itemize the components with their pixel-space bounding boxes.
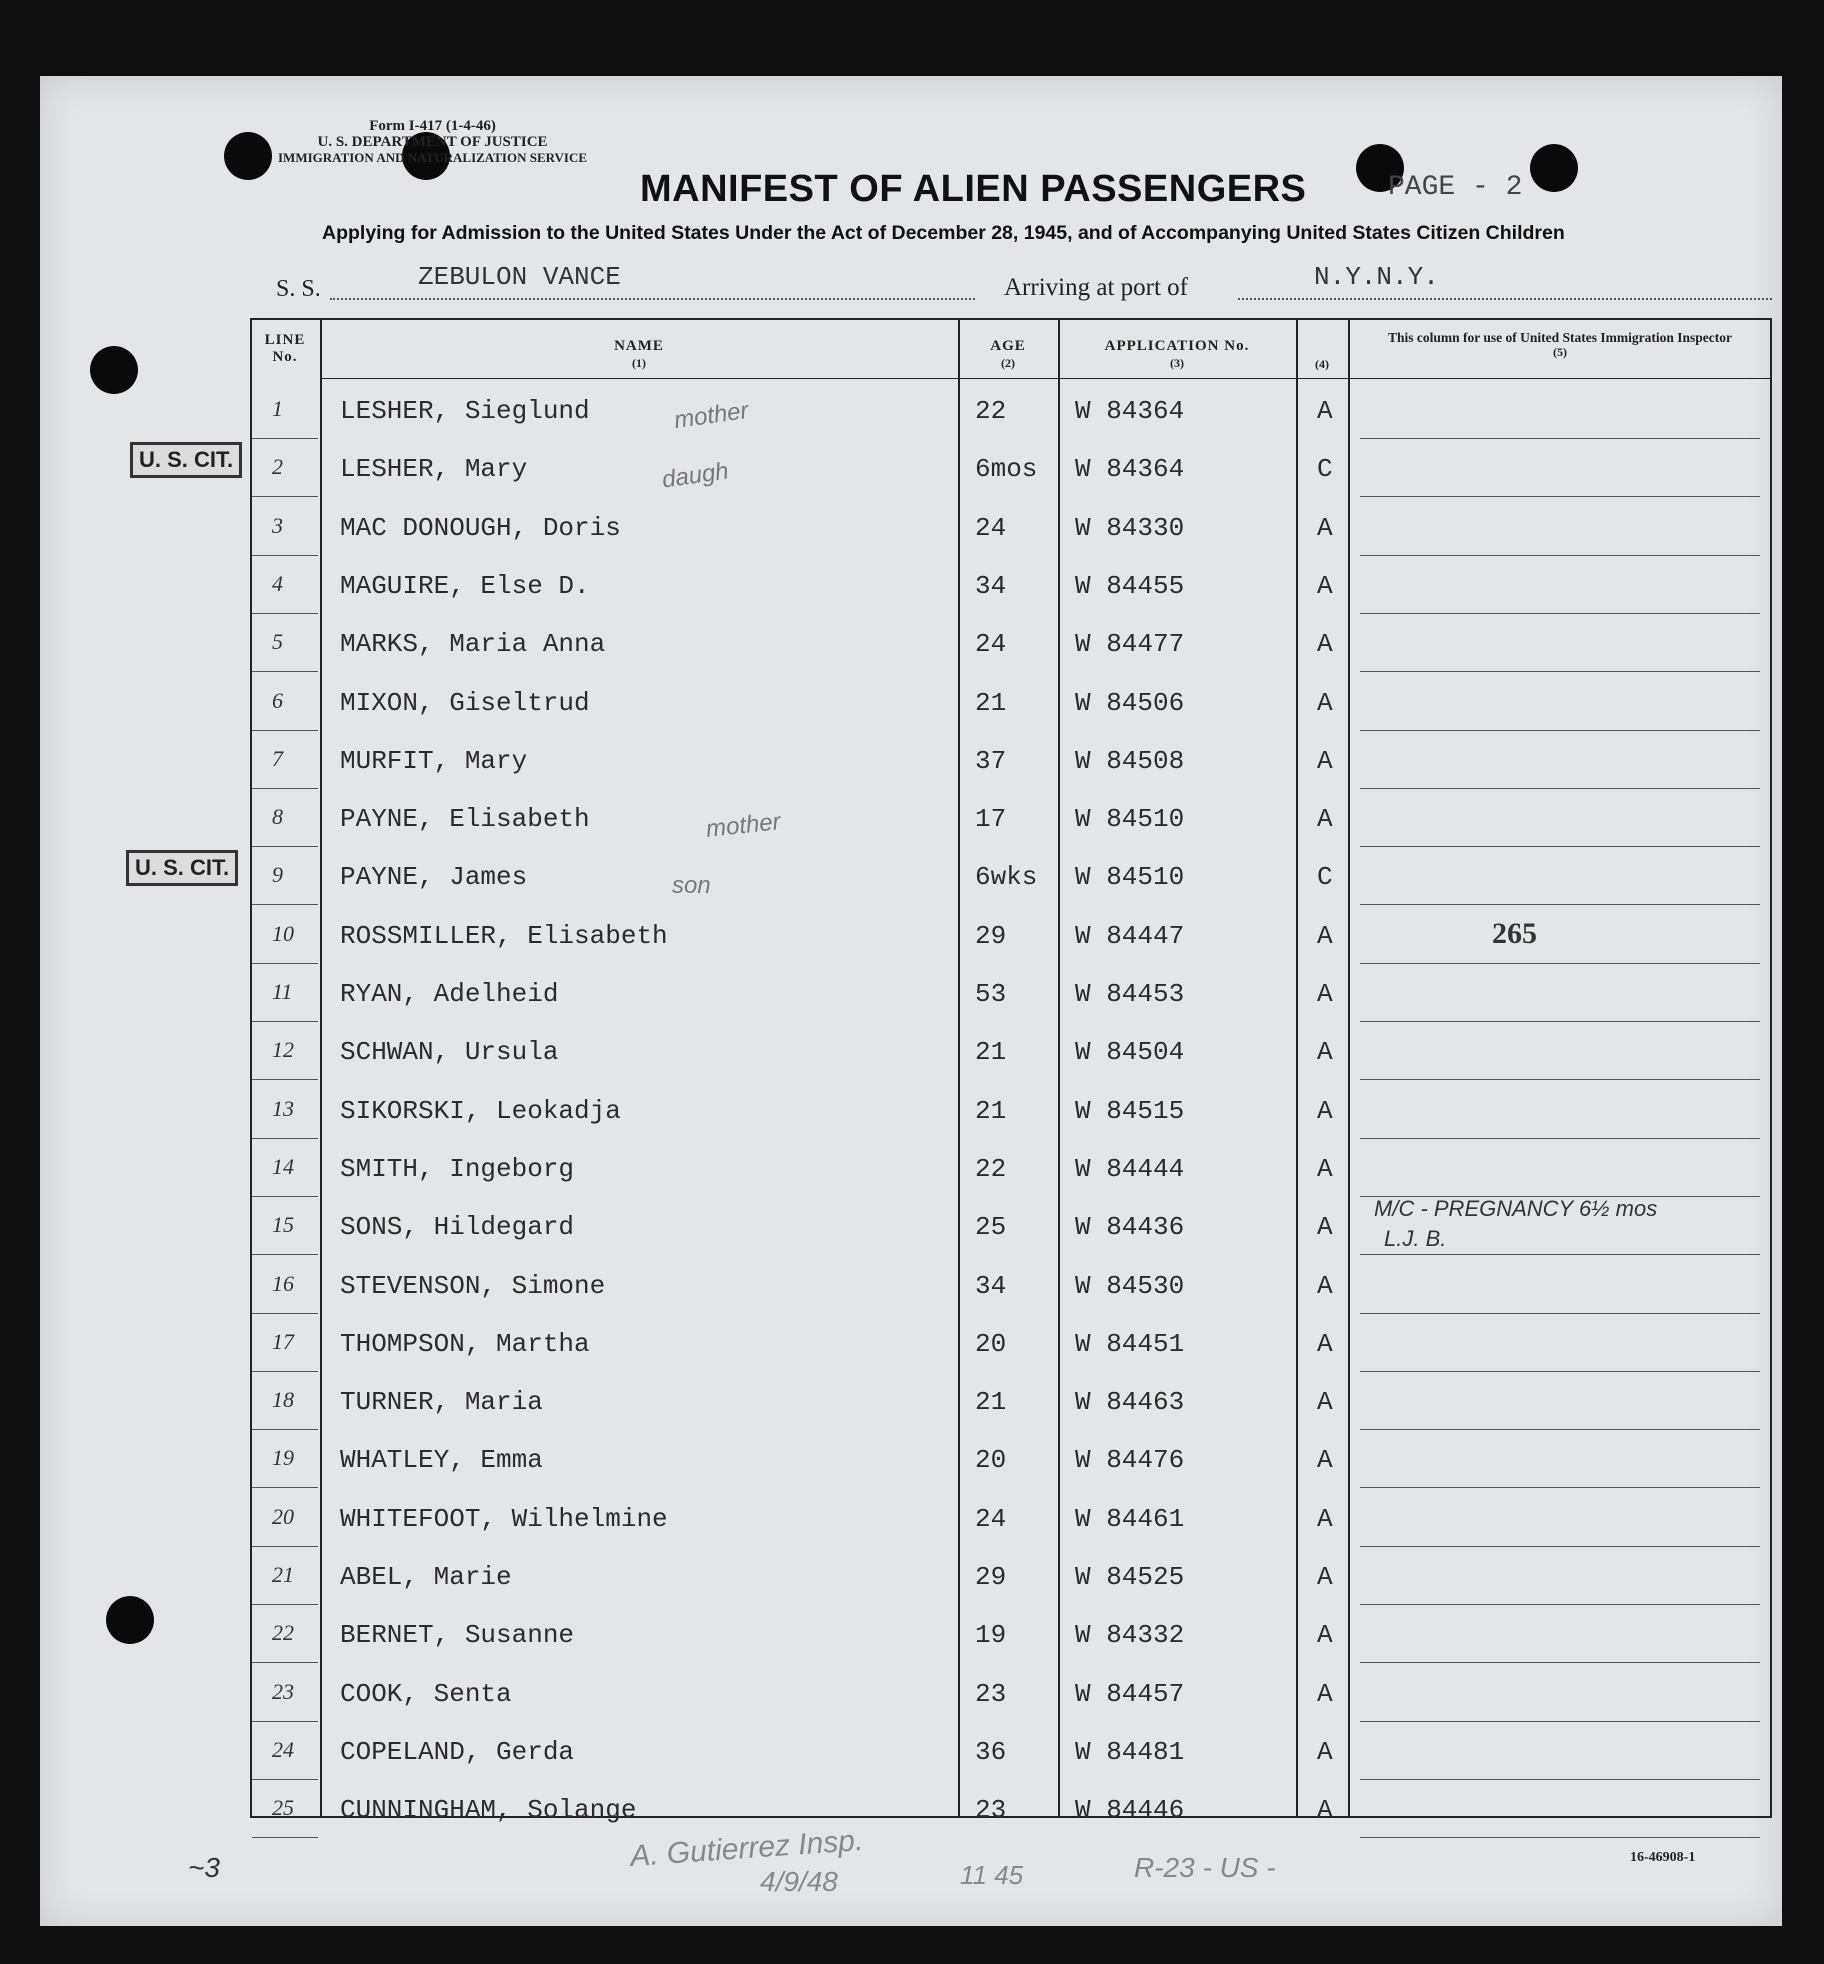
line-number: 1 bbox=[272, 396, 283, 421]
inspector-rule bbox=[1360, 1313, 1760, 1314]
inspector-rule bbox=[1360, 963, 1760, 964]
class-code: A bbox=[1317, 396, 1333, 426]
line-number: 24 bbox=[272, 1736, 294, 1762]
passenger-name: MARKS, Maria Anna bbox=[340, 629, 606, 660]
line-no-rule bbox=[252, 1837, 318, 1838]
inspector-rule bbox=[1360, 1662, 1760, 1663]
application-number: W 84477 bbox=[1075, 629, 1185, 660]
header-name: NAME (1) bbox=[614, 338, 664, 370]
passenger-name: PAYNE, James bbox=[340, 862, 528, 893]
line-number: 20 bbox=[272, 1503, 294, 1529]
class-code: A bbox=[1317, 1212, 1333, 1243]
handwritten-note: 11 45 bbox=[960, 1860, 1024, 1890]
table-row bbox=[40, 1023, 1782, 1081]
inspector-rule bbox=[1360, 788, 1760, 789]
table-row bbox=[40, 615, 1782, 673]
application-number: W 84364 bbox=[1075, 396, 1185, 426]
application-number: W 84530 bbox=[1075, 1270, 1185, 1301]
application-number: W 84446 bbox=[1075, 1795, 1185, 1826]
line-no-rule bbox=[252, 1079, 318, 1080]
passenger-age: 22 bbox=[975, 1153, 1007, 1184]
line-no-rule bbox=[252, 1546, 318, 1547]
manifest-page bbox=[40, 76, 1782, 1926]
punch-hole bbox=[224, 132, 272, 180]
line-number: 23 bbox=[272, 1678, 294, 1704]
inspector-rule bbox=[1360, 730, 1760, 731]
us-citizen-stamp: U. S. CIT. bbox=[130, 442, 242, 478]
table-row bbox=[40, 440, 1782, 498]
line-no-rule bbox=[252, 1779, 318, 1780]
table-row bbox=[40, 732, 1782, 790]
line-no-rule bbox=[252, 671, 318, 672]
inspector-rule bbox=[1360, 613, 1760, 614]
handwritten-note: daugh bbox=[660, 457, 731, 494]
passenger-name: STEVENSON, Simone bbox=[340, 1270, 606, 1301]
application-number: W 84447 bbox=[1075, 920, 1185, 951]
application-number: W 84515 bbox=[1075, 1095, 1185, 1126]
inspector-rule bbox=[1360, 846, 1760, 847]
inspector-rule bbox=[1360, 1837, 1760, 1838]
line-number: 4 bbox=[272, 570, 283, 596]
header-age: AGE (2) bbox=[990, 338, 1026, 370]
punch-hole bbox=[1530, 144, 1578, 192]
line-no-rule bbox=[252, 1371, 318, 1372]
line-number: 8 bbox=[272, 804, 283, 830]
class-code: A bbox=[1317, 629, 1333, 660]
table-row bbox=[40, 1431, 1782, 1489]
form-number: Form I-417 (1-4-46) bbox=[369, 118, 496, 134]
passenger-name: CUNNINGHAM, Solange bbox=[340, 1795, 637, 1826]
class-code: A bbox=[1317, 1445, 1333, 1476]
passenger-age: 24 bbox=[975, 1503, 1007, 1534]
line-no-rule bbox=[252, 788, 318, 789]
line-no-rule bbox=[252, 1196, 318, 1197]
document-subtitle: Applying for Admission to the United States Under the Act of December 28, 1945, and of Accompanying United States Citizen Children bbox=[322, 222, 1565, 244]
passenger-age: 23 bbox=[975, 1678, 1007, 1709]
inspector-rule bbox=[1360, 1429, 1760, 1430]
class-code: A bbox=[1317, 979, 1333, 1009]
passenger-name: WHITEFOOT, Wilhelmine bbox=[340, 1503, 668, 1534]
handwritten-date: 4/9/48 bbox=[760, 1866, 838, 1897]
passenger-age: 20 bbox=[975, 1445, 1007, 1476]
line-number: 5 bbox=[272, 629, 283, 655]
passenger-name: MAC DONOUGH, Doris bbox=[340, 512, 621, 543]
application-number: W 84436 bbox=[1075, 1212, 1185, 1243]
passenger-age: 21 bbox=[975, 687, 1007, 718]
line-no-rule bbox=[252, 496, 318, 497]
passenger-name: LESHER, Sieglund bbox=[340, 396, 590, 426]
application-number: W 84330 bbox=[1075, 512, 1185, 543]
handwritten-note: mother bbox=[704, 808, 782, 843]
class-code: A bbox=[1317, 1562, 1333, 1592]
inspector-rule bbox=[1360, 1604, 1760, 1605]
passenger-age: 24 bbox=[975, 512, 1007, 543]
port-name: N.Y.N.Y. bbox=[1314, 262, 1439, 292]
table-row bbox=[40, 790, 1782, 848]
passenger-age: 25 bbox=[975, 1212, 1007, 1243]
class-code: A bbox=[1317, 1328, 1333, 1359]
class-code: A bbox=[1317, 1620, 1333, 1651]
line-number: 16 bbox=[272, 1270, 294, 1296]
passenger-name: THOMPSON, Martha bbox=[340, 1328, 590, 1359]
line-number: 25 bbox=[272, 1795, 294, 1821]
passenger-age: 53 bbox=[975, 979, 1007, 1009]
application-number: W 84332 bbox=[1075, 1620, 1185, 1651]
line-number: 21 bbox=[272, 1562, 294, 1587]
passenger-name: SONS, Hildegard bbox=[340, 1212, 575, 1243]
table-row bbox=[40, 1606, 1782, 1664]
document-title: MANIFEST OF ALIEN PASSENGERS bbox=[640, 168, 1307, 210]
line-number: 18 bbox=[272, 1387, 294, 1413]
ship-underline bbox=[330, 298, 975, 300]
header-line-no: LINE No. bbox=[264, 332, 306, 365]
table-row bbox=[40, 1723, 1782, 1781]
line-no-rule bbox=[252, 1721, 318, 1722]
table-row bbox=[40, 1665, 1782, 1723]
department: U. S. DEPARTMENT OF JUSTICE bbox=[317, 134, 548, 150]
table-row bbox=[40, 382, 1782, 440]
line-no-rule bbox=[252, 1254, 318, 1255]
passenger-age: 21 bbox=[975, 1095, 1007, 1126]
ship-label: S. S. bbox=[276, 276, 321, 302]
inspector-rule bbox=[1360, 1371, 1760, 1372]
line-number: 2 bbox=[272, 454, 283, 480]
line-no-rule bbox=[252, 846, 318, 847]
inspector-rule bbox=[1360, 1079, 1760, 1080]
passenger-name: COOK, Senta bbox=[340, 1678, 512, 1709]
inspector-rule bbox=[1360, 555, 1760, 556]
inspector-rule bbox=[1360, 1021, 1760, 1022]
passenger-name: SMITH, Ingeborg bbox=[340, 1153, 575, 1184]
handwritten-note: son bbox=[672, 872, 711, 899]
line-number: 10 bbox=[272, 920, 294, 946]
line-no-rule bbox=[252, 1313, 318, 1314]
passenger-age: 29 bbox=[975, 1562, 1007, 1592]
application-number: W 84457 bbox=[1075, 1678, 1185, 1709]
inspector-rule bbox=[1360, 1487, 1760, 1488]
line-no-rule bbox=[252, 1604, 318, 1605]
table-row bbox=[40, 907, 1782, 965]
table-row bbox=[40, 1140, 1782, 1198]
class-code: C bbox=[1317, 862, 1333, 893]
line-no-rule bbox=[252, 555, 318, 556]
header-col4: (4) bbox=[1315, 357, 1329, 371]
table-row bbox=[40, 674, 1782, 732]
passenger-age: 29 bbox=[975, 920, 1007, 951]
passenger-name: RYAN, Adelheid bbox=[340, 979, 559, 1009]
passenger-age: 36 bbox=[975, 1736, 1007, 1767]
inspector-rule bbox=[1360, 904, 1760, 905]
line-number: 14 bbox=[272, 1153, 294, 1179]
passenger-name: ROSSMILLER, Elisabeth bbox=[340, 920, 668, 951]
line-no-rule bbox=[252, 438, 318, 439]
table-row bbox=[40, 1373, 1782, 1431]
table-row bbox=[40, 1490, 1782, 1548]
class-code: A bbox=[1317, 1678, 1333, 1709]
application-number: W 84481 bbox=[1075, 1736, 1185, 1767]
line-no-rule bbox=[252, 1138, 318, 1139]
passenger-age: 21 bbox=[975, 1037, 1007, 1068]
port-label: Arriving at port of bbox=[1004, 274, 1188, 301]
application-number: W 84451 bbox=[1075, 1328, 1185, 1359]
handwritten-note: R-23 - US - bbox=[1134, 1852, 1276, 1883]
inspector-rule bbox=[1360, 1254, 1760, 1255]
class-code: A bbox=[1317, 1270, 1333, 1301]
passenger-name: COPELAND, Gerda bbox=[340, 1736, 575, 1767]
table-row bbox=[40, 1257, 1782, 1315]
class-code: A bbox=[1317, 512, 1333, 543]
line-number: 9 bbox=[272, 862, 283, 888]
application-number: W 84461 bbox=[1075, 1503, 1185, 1534]
service-name: IMMIGRATION AND NATURALIZATION SERVICE bbox=[278, 150, 588, 165]
handwritten-note: ~3 bbox=[188, 1852, 220, 1883]
passenger-name: LESHER, Mary bbox=[340, 454, 528, 485]
class-code: A bbox=[1317, 687, 1333, 718]
header-inspector: This column for use of United States Immigration Inspector (5) bbox=[1388, 330, 1732, 359]
passenger-name: MAGUIRE, Else D. bbox=[340, 570, 590, 601]
page-number: PAGE - 2 bbox=[1388, 172, 1523, 203]
table-row bbox=[40, 1548, 1782, 1606]
application-number: W 84504 bbox=[1075, 1037, 1185, 1068]
passenger-age: 34 bbox=[975, 1270, 1007, 1301]
header-application-no: APPLICATION No. (3) bbox=[1104, 338, 1250, 370]
application-number: W 84510 bbox=[1075, 804, 1185, 835]
inspector-rule bbox=[1360, 1721, 1760, 1722]
inspector-note: M/C - PREGNANCY 6½ mos bbox=[1374, 1196, 1658, 1221]
line-no-rule bbox=[252, 1021, 318, 1022]
passenger-age: 21 bbox=[975, 1387, 1007, 1418]
line-number: 13 bbox=[272, 1095, 294, 1121]
line-number: 3 bbox=[272, 512, 283, 538]
passenger-name: BERNET, Susanne bbox=[340, 1620, 575, 1651]
application-number: W 84455 bbox=[1075, 570, 1185, 601]
port-underline bbox=[1238, 298, 1772, 300]
inspector-rule bbox=[1360, 496, 1760, 497]
passenger-age: 6wks bbox=[975, 862, 1038, 893]
passenger-name: SIKORSKI, Leokadja bbox=[340, 1095, 621, 1126]
table-row bbox=[40, 557, 1782, 615]
application-number: W 84525 bbox=[1075, 1562, 1185, 1592]
line-no-rule bbox=[252, 1487, 318, 1488]
inspector-mark: 265 bbox=[1492, 916, 1537, 950]
passenger-age: 17 bbox=[975, 804, 1007, 835]
line-no-rule bbox=[252, 730, 318, 731]
passenger-name: MIXON, Giseltrud bbox=[340, 687, 590, 718]
passenger-name: TURNER, Maria bbox=[340, 1387, 543, 1418]
class-code: A bbox=[1317, 920, 1333, 951]
inspector-rule bbox=[1360, 1546, 1760, 1547]
passenger-age: 34 bbox=[975, 570, 1007, 601]
class-code: A bbox=[1317, 1153, 1333, 1184]
header-bottom-rule bbox=[320, 378, 1770, 379]
table-row bbox=[40, 1781, 1782, 1839]
class-code: A bbox=[1317, 570, 1333, 601]
line-number: 7 bbox=[272, 745, 283, 771]
form-identifier bbox=[278, 118, 587, 166]
application-number: W 84364 bbox=[1075, 454, 1185, 485]
line-number: 17 bbox=[272, 1328, 294, 1354]
class-code: A bbox=[1317, 1795, 1333, 1826]
class-code: A bbox=[1317, 1037, 1333, 1068]
passenger-age: 23 bbox=[975, 1795, 1007, 1826]
passenger-name: MURFIT, Mary bbox=[340, 745, 528, 776]
table-row bbox=[40, 848, 1782, 906]
passenger-name: WHATLEY, Emma bbox=[340, 1445, 543, 1476]
table-row bbox=[40, 499, 1782, 557]
inspector-rule bbox=[1360, 1779, 1760, 1780]
inspector-rule bbox=[1360, 671, 1760, 672]
passenger-age: 19 bbox=[975, 1620, 1007, 1651]
table-row bbox=[40, 1315, 1782, 1373]
line-no-rule bbox=[252, 1662, 318, 1663]
table-row bbox=[40, 1082, 1782, 1140]
passenger-age: 20 bbox=[975, 1328, 1007, 1359]
application-number: W 84463 bbox=[1075, 1387, 1185, 1418]
application-number: W 84476 bbox=[1075, 1445, 1185, 1476]
line-number: 11 bbox=[272, 979, 293, 1004]
application-number: W 84506 bbox=[1075, 687, 1185, 718]
table-top-rule bbox=[250, 318, 1772, 320]
passenger-age: 6mos bbox=[975, 454, 1038, 485]
class-code: A bbox=[1317, 1095, 1333, 1126]
passenger-age: 22 bbox=[975, 396, 1007, 426]
footer-code: 16-46908-1 bbox=[1630, 1850, 1696, 1865]
class-code: A bbox=[1317, 804, 1333, 835]
inspector-rule bbox=[1360, 1138, 1760, 1139]
line-no-rule bbox=[252, 963, 318, 964]
ship-name: ZEBULON VANCE bbox=[418, 262, 621, 292]
line-no-rule bbox=[252, 904, 318, 905]
line-no-rule bbox=[252, 613, 318, 614]
passenger-name: SCHWAN, Ursula bbox=[340, 1037, 559, 1068]
class-code: C bbox=[1317, 454, 1333, 485]
handwritten-note: mother bbox=[672, 396, 751, 435]
class-code: A bbox=[1317, 1387, 1333, 1418]
inspector-rule bbox=[1360, 438, 1760, 439]
class-code: A bbox=[1317, 1736, 1333, 1767]
table-row bbox=[40, 965, 1782, 1023]
line-number: 15 bbox=[272, 1212, 294, 1238]
line-no-rule bbox=[252, 1429, 318, 1430]
application-number: W 84510 bbox=[1075, 862, 1185, 893]
handwritten-signature: A. Gutierrez Insp. bbox=[629, 1823, 865, 1874]
passenger-name: ABEL, Marie bbox=[340, 1562, 512, 1592]
passenger-name: PAYNE, Elisabeth bbox=[340, 804, 590, 835]
line-number: 6 bbox=[272, 687, 283, 713]
class-code: A bbox=[1317, 1503, 1333, 1534]
line-number: 22 bbox=[272, 1620, 294, 1646]
application-number: W 84508 bbox=[1075, 745, 1185, 776]
line-number: 19 bbox=[272, 1445, 294, 1471]
passenger-age: 37 bbox=[975, 745, 1007, 776]
us-citizen-stamp: U. S. CIT. bbox=[126, 850, 238, 886]
application-number: W 84453 bbox=[1075, 979, 1185, 1009]
passenger-age: 24 bbox=[975, 629, 1007, 660]
application-number: W 84444 bbox=[1075, 1153, 1185, 1184]
line-number: 12 bbox=[272, 1037, 294, 1063]
class-code: A bbox=[1317, 745, 1333, 776]
inspector-note: L.J. B. bbox=[1384, 1226, 1447, 1251]
